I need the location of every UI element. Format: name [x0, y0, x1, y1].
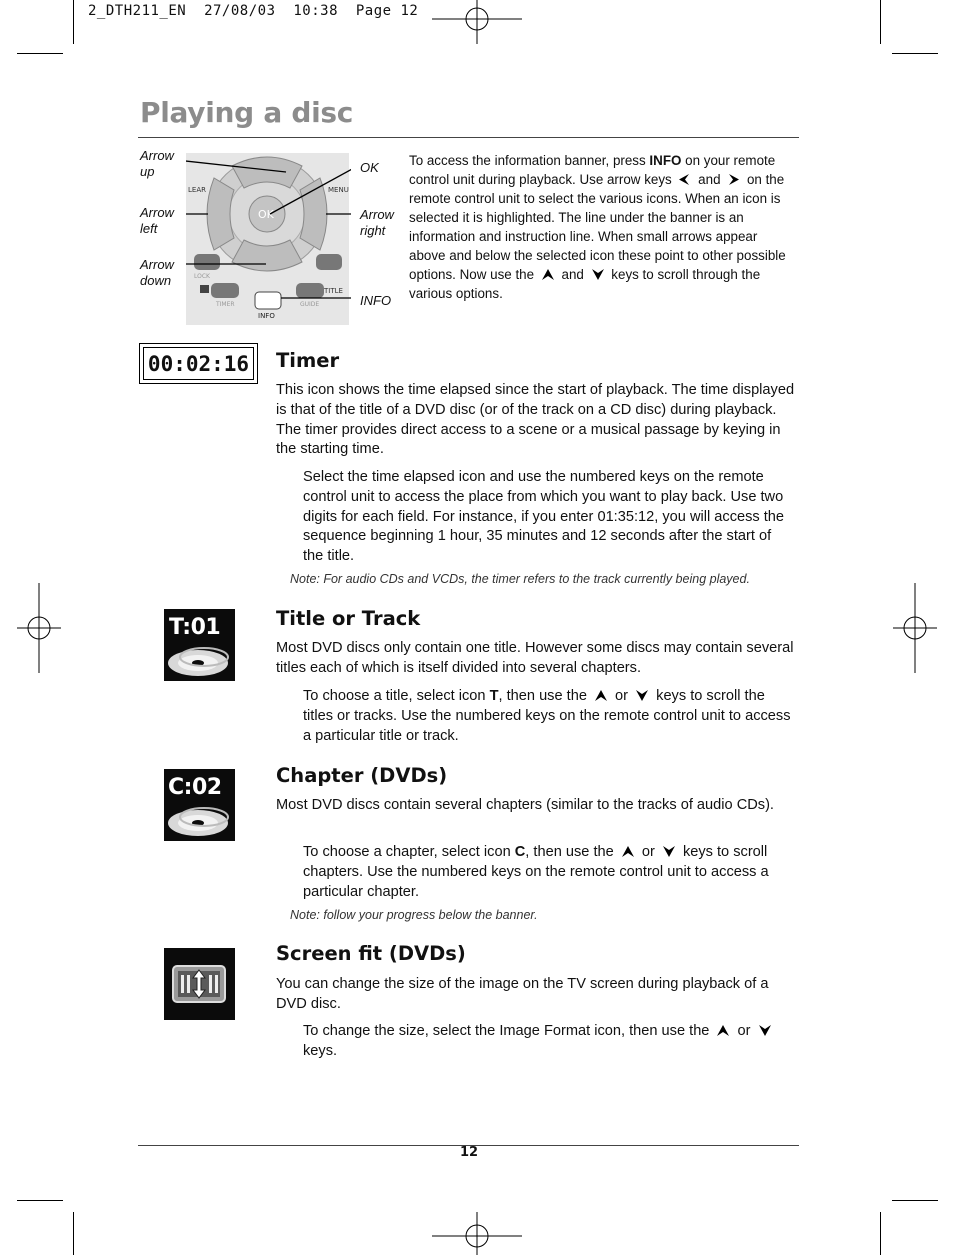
arrow-down-icon	[636, 690, 648, 701]
disc-icon	[164, 801, 235, 839]
title-icon-text: T:01	[169, 615, 221, 640]
chapter-note: Note: follow your progress below the banner.	[290, 908, 538, 922]
title-track-paragraph-1: Most DVD discs only contain one title. However some discs may contain several titles each of which is itself divided into several chapters.	[276, 640, 794, 676]
timer-paragraph-2: Select the time elapsed icon and use the numbered keys on the remote control unit to access the place from which you want to play back. Use two digits for each field. For instance, if you enter 01:35:12, you will access the sequence beginning 1 hour, 35 minutes and 12 seconds after the start of the title.	[303, 469, 785, 565]
title-track-paragraph-2: To choose a title, select icon T, then use the or keys to scroll the titles or tracks. Use the numbered keys on the remote control unit to access a particular title or track.	[303, 688, 791, 744]
screen-fit-paragraph-2: To change the size, select the Image Format icon, then use the or keys.	[303, 1022, 795, 1062]
arrow-down-icon	[759, 1025, 771, 1036]
arrow-down-icon	[592, 269, 604, 280]
chapter-paragraph-2: To choose a chapter, select icon C, then use the or keys to scroll chapters. Use the numbered keys on the remote control unit to access a particular chapter.	[303, 844, 769, 900]
chapter-icon-text: C:02	[168, 775, 222, 800]
svg-text:INFO: INFO	[258, 312, 275, 320]
label-ok: OK	[360, 160, 379, 175]
page-title: Playing a disc	[140, 96, 354, 129]
title-track-icon	[164, 609, 235, 681]
timer-icon	[139, 343, 258, 384]
label-arrow-right: Arrow right	[360, 207, 394, 238]
screen-fit-paragraph-1: You can change the size of the image on the TV screen during playback of a DVD disc.	[276, 976, 769, 1012]
title-track-heading: Title or Track	[276, 607, 421, 630]
arrow-up-icon	[622, 846, 634, 857]
label-info: INFO	[360, 293, 392, 308]
chapter-paragraph-1: Most DVD discs contain several chapters (similar to the tracks of audio CDs).	[276, 797, 774, 813]
title-rule	[138, 137, 799, 138]
svg-text:TIMER: TIMER	[216, 301, 235, 308]
print-slug: 2_DTH211_EN 27/08/03 10:38 Page 12	[88, 3, 419, 19]
svg-text:TITLE: TITLE	[324, 287, 343, 295]
svg-text:LEAR: LEAR	[188, 186, 206, 194]
screen-fit-heading: Screen fit (DVDs)	[276, 942, 466, 965]
svg-text:LOCK: LOCK	[194, 273, 210, 280]
ok-key-label: OK	[258, 208, 274, 221]
timer-heading: Timer	[276, 349, 340, 372]
arrow-up-icon	[717, 1025, 729, 1036]
arrow-down-icon	[663, 846, 675, 857]
label-arrow-down: Arrow down	[140, 257, 174, 288]
timer-paragraph-1: This icon shows the time elapsed since the start of playback. The time displayed is that of the title of a DVD disc (or of the track on a CD disc) during playback. The timer provides direct access to a scene or a musical passage by keying in the starting time.	[276, 382, 795, 458]
screen-fit-icon	[164, 948, 235, 1020]
timer-note: Note: For audio CDs and VCDs, the timer refers to the track currently being played.	[290, 572, 750, 586]
remote-control-illustration	[186, 150, 351, 325]
chapter-heading: Chapter (DVDs)	[276, 764, 448, 787]
arrow-right-icon	[728, 174, 739, 185]
image-format-icon	[164, 948, 235, 1020]
arrow-left-icon	[679, 174, 690, 185]
chapter-icon	[164, 769, 235, 841]
disc-icon	[164, 641, 235, 679]
svg-text:GUIDE: GUIDE	[300, 301, 320, 308]
svg-text:MENU: MENU	[328, 186, 349, 194]
arrow-up-icon	[595, 690, 607, 701]
timer-icon-text: 00:02:16	[143, 347, 254, 380]
page-number: 12	[460, 1145, 479, 1160]
arrow-up-icon	[542, 269, 554, 280]
label-arrow-left: Arrow left	[140, 205, 174, 236]
intro-paragraph: To access the information banner, press INFO on your remote control unit during playback. Use arrow keys and on the remote control unit to select the various icons. When an icon is selected it is highlighted. The line under the banner is an information and instruction line. When small arrows appear above and below the selected icon these point to other possible options. Now use the and keys to scroll through the various options.	[409, 153, 786, 301]
label-arrow-up: Arrow up	[140, 148, 174, 179]
